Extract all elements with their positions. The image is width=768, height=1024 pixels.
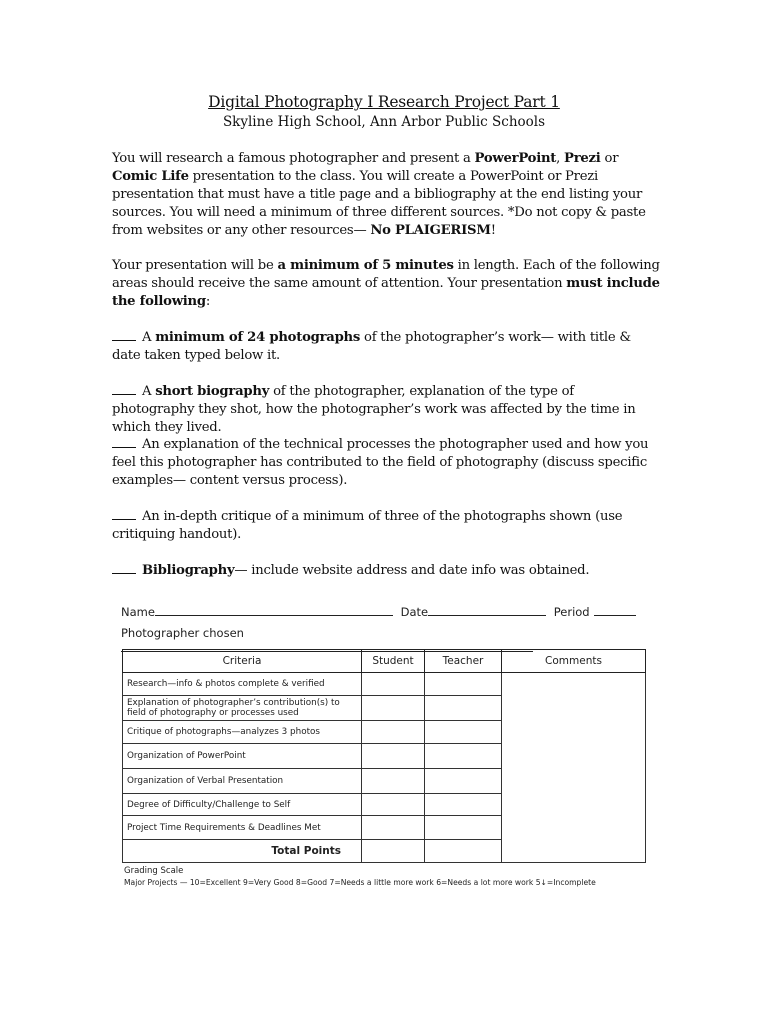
teacher-score-cell[interactable]: [425, 816, 502, 840]
name-label: Name: [121, 605, 155, 619]
requirements-paragraph: Your presentation will be a minimum of 5 minutes in length. Each of the following areas should receive the same amount of attention. Your presentation must include the following:: [112, 258, 660, 309]
student-score-cell[interactable]: [362, 794, 425, 816]
teacher-score-cell[interactable]: [425, 744, 502, 769]
student-info-row: [121, 604, 647, 619]
checklist-item: A short biography of the photographer, explanation of the type of photography they shot, how the photographer’s work was affected by the time in which they lived.: [112, 384, 636, 435]
teacher-total-cell[interactable]: [425, 840, 502, 863]
grading-scale-title: Grading Scale: [124, 866, 184, 876]
teacher-score-cell[interactable]: [425, 673, 502, 696]
criteria-cell: Degree of Difficulty/Challenge to Self: [123, 794, 362, 816]
teacher-header: Teacher: [425, 650, 502, 673]
checklist-item: An explanation of the technical processes the photographer used and how you feel this photographer has contributed to the field of photography (discuss specific examples— content versus process).: [112, 437, 649, 488]
student-score-cell[interactable]: [362, 673, 425, 696]
intro-paragraph: You will research a famous photographer and present a PowerPoint, Prezi or Comic Life presentation to the class. You will create a PowerPoint or Prezi presentation that must have a title page and a bibliography at the end listing your sources. You will need a minimum of three different sources. *Do not copy & paste from websites or any other resources— No PLAIGERISM!: [112, 151, 646, 238]
checklist-item: Bibliography— include website address and date info was obtained.: [112, 562, 660, 580]
student-score-cell[interactable]: [362, 744, 425, 769]
criteria-cell: Organization of PowerPoint: [123, 744, 362, 769]
date-label: Date: [400, 605, 429, 619]
period-field[interactable]: [594, 604, 636, 616]
student-score-cell[interactable]: [362, 816, 425, 840]
checkbox-blank[interactable]: [112, 329, 136, 341]
criteria-header: Criteria: [123, 650, 362, 673]
criteria-cell: Explanation of photographer’s contribution(s) to field of photography or processes used: [123, 696, 362, 721]
checkbox-blank[interactable]: [112, 508, 136, 520]
date-field[interactable]: [428, 604, 546, 616]
table-row: [123, 673, 646, 696]
period-label: Period: [553, 605, 590, 619]
criteria-cell: Organization of Verbal Presentation: [123, 769, 362, 794]
grading-scale-text: Major Projects — 10=Excellent 9=Very Good 8=Good 7=Needs a little more work 6=Needs a lot more work 5↓=Incomplete: [124, 878, 596, 887]
teacher-score-cell[interactable]: [425, 794, 502, 816]
checkbox-blank[interactable]: [112, 562, 136, 574]
checkbox-blank[interactable]: [112, 436, 136, 448]
checklist-item: An in-depth critique of a minimum of three of the photographs shown (use critiquing handout).: [112, 509, 623, 542]
teacher-score-cell[interactable]: [425, 721, 502, 744]
rubric-header-row: [123, 650, 646, 673]
rubric-table: [122, 649, 646, 863]
document-title: Digital Photography I Research Project Part 1: [208, 93, 560, 111]
checklist-item: A minimum of 24 photographs of the photographer’s work— with title & date taken typed below it.: [112, 330, 631, 363]
student-header: Student: [362, 650, 425, 673]
teacher-score-cell[interactable]: [425, 696, 502, 721]
student-score-cell[interactable]: [362, 696, 425, 721]
name-field[interactable]: [155, 604, 393, 616]
student-total-cell[interactable]: [362, 840, 425, 863]
comments-cell[interactable]: [502, 673, 646, 863]
student-score-cell[interactable]: [362, 721, 425, 744]
criteria-cell: Critique of photographs—analyzes 3 photos: [123, 721, 362, 744]
total-points-label: Total Points: [123, 840, 362, 863]
photographer-label: Photographer chosen: [121, 626, 244, 640]
comments-header: Comments: [502, 650, 646, 673]
teacher-score-cell[interactable]: [425, 769, 502, 794]
criteria-cell: Project Time Requirements & Deadlines Met: [123, 816, 362, 840]
student-score-cell[interactable]: [362, 769, 425, 794]
checkbox-blank[interactable]: [112, 383, 136, 395]
document-subtitle: Skyline High School, Ann Arbor Public Schools: [222, 114, 546, 130]
criteria-cell: Research—info & photos complete & verified: [123, 673, 362, 696]
